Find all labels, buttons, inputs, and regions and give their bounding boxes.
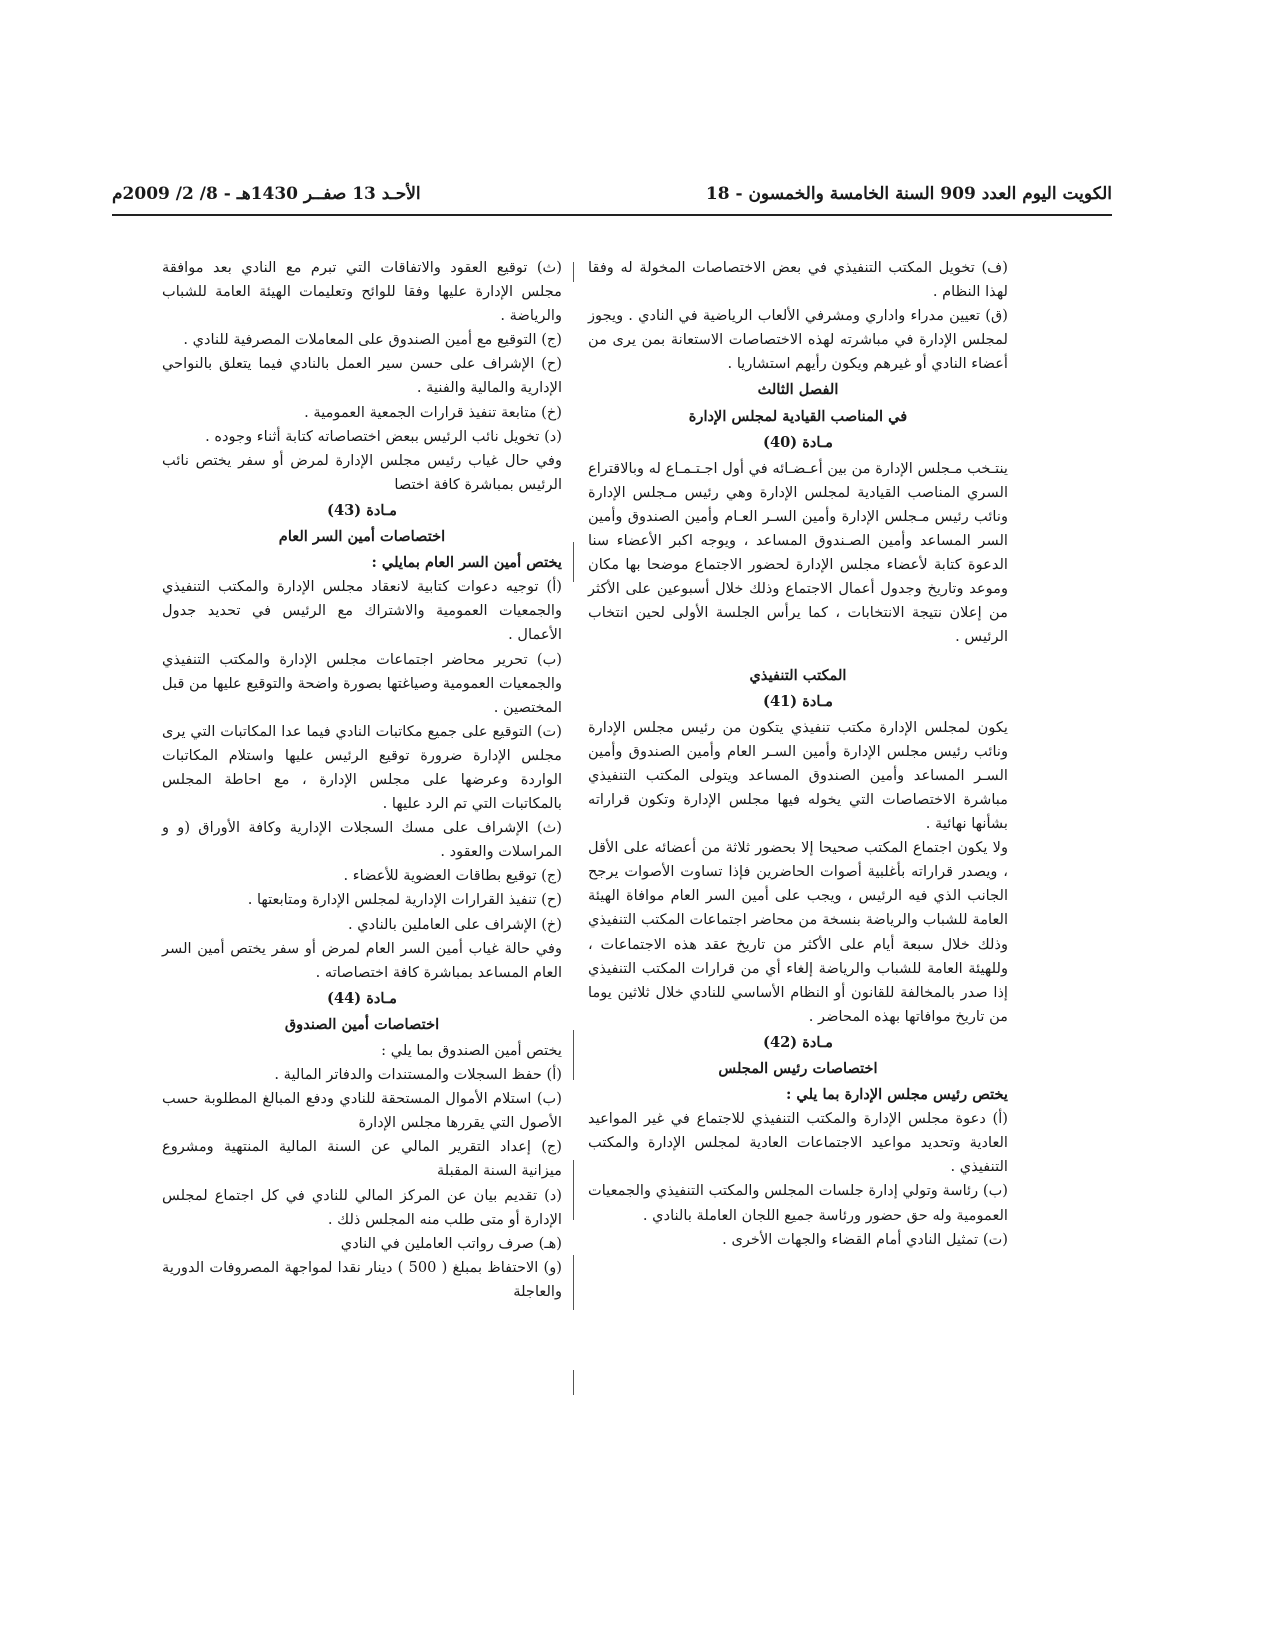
article-42-title: مـادة (42) [763, 1033, 833, 1051]
article-44-item: (هـ) صرف رواتب العاملين في النادي [340, 1234, 562, 1252]
header-date: الأحـد 13 صفــر 1430هـ - 8/ 2/ 2009م [112, 184, 421, 204]
article-42-closing: وفي حال غياب رئيس مجلس الإدارة لمرض أو سفر يختص نائب الرئيس بمباشرة كافة اختصا [162, 451, 562, 493]
chapter-subtitle: في المناصب القيادية لمجلس الإدارة [688, 407, 908, 425]
right-column [588, 256, 1008, 1252]
article-44-item: (د) تقديم بيان عن المركز المالي للنادي في كل اجتماع لمجلس الإدارة أو متى طلب منه المجلس ذلك . [162, 1186, 562, 1228]
article-40-title: مـادة (40) [763, 433, 833, 451]
article-44-title: مـادة (44) [327, 989, 397, 1007]
article-42-item: (ج) التوقيع مع أمين الصندوق على المعاملات المصرفية للنادي . [183, 331, 562, 349]
article-42-item: (ب) رئاسة وتولي إدارة جلسات المجلس والمكتب التنفيذي والجمعيات العمومية وله حق حضور ورئاسة جميع اللجان العاملة بالنادي . [588, 1182, 1008, 1224]
article-43-title: مـادة (43) [327, 501, 397, 519]
article-43-item: (ث) الإشراف على مسك السجلات الإدارية وكافة الأوراق (و و المراسلات والعقود . [162, 819, 562, 861]
article-42-intro: يختص رئيس مجلس الإدارة بما يلي : [785, 1086, 1008, 1104]
item-qaf: (ق) تعيين مدراء واداري ومشرفي الألعاب الرياضية في النادي . ويجوز لمجلس الإدارة في مباشرته لهذه الاختصاصات الاستعانة بمن يرى من أعضاء النادي أو غيرهم ويكون رأيهم استشاريا . [588, 307, 1008, 373]
column-separator [573, 542, 574, 582]
article-44-item: (و) الاحتفاظ بمبلغ ( 500 ) دينار نقدا لمواجهة المصروفات الدورية والعاجلة [162, 1258, 562, 1300]
article-41-title: مـادة (41) [763, 692, 833, 710]
article-43-item: (خ) الإشراف على العاملين بالنادي . [347, 915, 562, 933]
article-44-subtitle: اختصاصات أمين الصندوق [284, 1015, 440, 1033]
article-44-intro: يختص أمين الصندوق بما يلي : [381, 1042, 562, 1059]
article-42-item: (أ) دعوة مجلس الإدارة والمكتب التنفيذي للاجتماع في غير المواعيد العادية وتحديد مواعيد الاجتماعات العادية لمجلس الإدارة والمكتب التنفيذي . [588, 1110, 1008, 1176]
page-header [112, 184, 1112, 214]
article-41-text-2: ولا يكون اجتماع المكتب صحيحا إلا بحضور ثلاثة من أعضائه على الأقل ، ويصدر قراراته بأغلبية أصوات الحاضرين فإذا تساوت الأصوات يرجح الجانب الذي فيه الرئيس ، ويجب على أمين السر العام موافاة الهيئة العامة للشباب والرياضة بنسخة من محاضر اجتماعات المكتب التنفيذي وذلك خلال سبعة أيام على الأكثر من تاريخ عقد هذه الاجتماعات ، وللهيئة العامة للشباب والرياضة إلغاء أي من قرارات المكتب التنفيذي إذا صدر بالمخالفة للقانون أو النظام الأساسي للنادي خلال ثلاثين يوما من تاريخ موافاتها بهذه المحاضر . [588, 839, 1008, 1025]
column-separator [573, 262, 574, 282]
article-43-item: (ب) تحرير محاضر اجتماعات مجلس الإدارة والمكتب التنفيذي والجمعيات العمومية وصياغتها بصورة واضحة والتوقيع عليها من قبل المختصين . [161, 650, 562, 716]
column-separator [573, 1255, 574, 1310]
article-44-item: (ج) إعداد التقرير المالي عن السنة المالية المنتهية ومشروع ميزانية السنة المقبلة [162, 1138, 562, 1180]
article-44-item: (ب) استلام الأموال المستحقة للنادي ودفع المبالغ المطلوبة حسب الأصول التي يقررها مجلس الإدارة [162, 1090, 562, 1132]
chapter-title: الفصل الثالث [757, 381, 839, 399]
article-42-item: (ث) توقيع العقود والاتفاقات التي تبرم مع النادي بعد موافقة مجلس الإدارة عليها وفقا للوائح وتعليمات الهيئة العامة للشباب والرياضة . [162, 259, 562, 325]
article-42-item: (ت) تمثيل النادي أمام القضاء والجهات الأخرى . [722, 1230, 1008, 1248]
article-43-closing: وفي حالة غياب أمين السر العام لمرض أو سفر يختص أمين السر العام المساعد بمباشرة كافة اختصاصاته . [162, 939, 562, 981]
article-41-text-1: يكون لمجلس الإدارة مكتب تنفيذي يتكون من رئيس مجلس الإدارة ونائب رئيس مجلس الإدارة وأمين السـر العام وأمين الصندوق وأمين السـر المساعد وأمين الصندوق المساعد ويتولى المكتب التنفيذي مباشرة الاختصاصات التي يخوله فيها مجلس الإدارة وتكون قراراته بشأنها نهائية . [588, 718, 1008, 833]
article-44-item: (أ) حفظ السجلات والمستندات والدفاتر المالية . [274, 1066, 562, 1084]
executive-office-title: المكتب التنفيذي [749, 666, 847, 684]
item-faa: (ف) تخويل المكتب التنفيذي في بعض الاختصاصات المخولة له وفقا لهذا النظام . [588, 259, 1008, 301]
header-issue-info: الكويت اليوم العدد 909 السنة الخامسة والخمسون - 18 [705, 184, 1112, 204]
article-42-subtitle: اختصاصات رئيس المجلس [718, 1060, 878, 1077]
column-separator [573, 1370, 574, 1395]
article-43-item: (أ) توجيه دعوات كتابية لانعقاد مجلس الإدارة والمكتب التنفيذي والجمعيات العمومية والاشتراك مع الرئيس في تحديد جدول الأعمال . [162, 578, 562, 644]
column-separator [573, 1030, 574, 1080]
article-42-item: (د) تخويل نائب الرئيس ببعض اختصاصاته كتابة أثناء وجوده . [205, 427, 562, 445]
article-43-item: (ح) تنفيذ القرارات الإدارية لمجلس الإدارة ومتابعتها . [247, 891, 562, 909]
article-43-item: (ت) التوقيع على جميع مكاتبات النادي فيما عدا المكاتبات التي يرى مجلس الإدارة ضرورة توقيع الرئيس عليها واستلام المكاتبات الواردة وعرضها على مجلس الإدارة ، مع احاطة المجلس بالمكاتبات التي تم الرد عليها . [162, 722, 562, 813]
header-rule [112, 214, 1112, 216]
article-43-intro: يختص أمين السر العام بمايلي : [371, 554, 562, 572]
article-42-item: (خ) متابعة تنفيذ قرارات الجمعية العمومية . [304, 403, 562, 421]
left-column [162, 256, 562, 1304]
article-43-subtitle: اختصاصات أمين السر العام [278, 528, 446, 546]
column-separator [573, 1160, 574, 1220]
article-43-item: (ج) توقيع بطاقات العضوية للأعضاء . [343, 867, 562, 885]
article-40-text: ينتـخب مـجلس الإدارة من بين أعـضـائه في أول اجـتـمـاع له وبالاقتراع السري المناصب القيادية لمجلس الإدارة وهي رئيس مـجلس الإدارة ونائب رئيس مـجلس الإدارة وأمين السـر العـام وأمين الصندوق وأمين السر المساعد وأمين الصـندوق المساعد ، ويوجه اكبر الأعضاء سنا الدعوة كتابة لأعضاء مجلس الإدارة لحضور الاجتماع موضحا بها مكان وموعد وتاريخ وجدول أعمال الاجتماع وذلك خلال أسبوعين على الأكثر من إعلان نتيجة الانتخابات ، كما يرأس الجلسة الأولى لحين انتخاب الرئيس . [588, 459, 1008, 646]
article-42-item: (ح) الإشراف على حسن سير العمل بالنادي فيما يتعلق بالنواحي الإدارية والمالية والفنية . [162, 355, 562, 397]
